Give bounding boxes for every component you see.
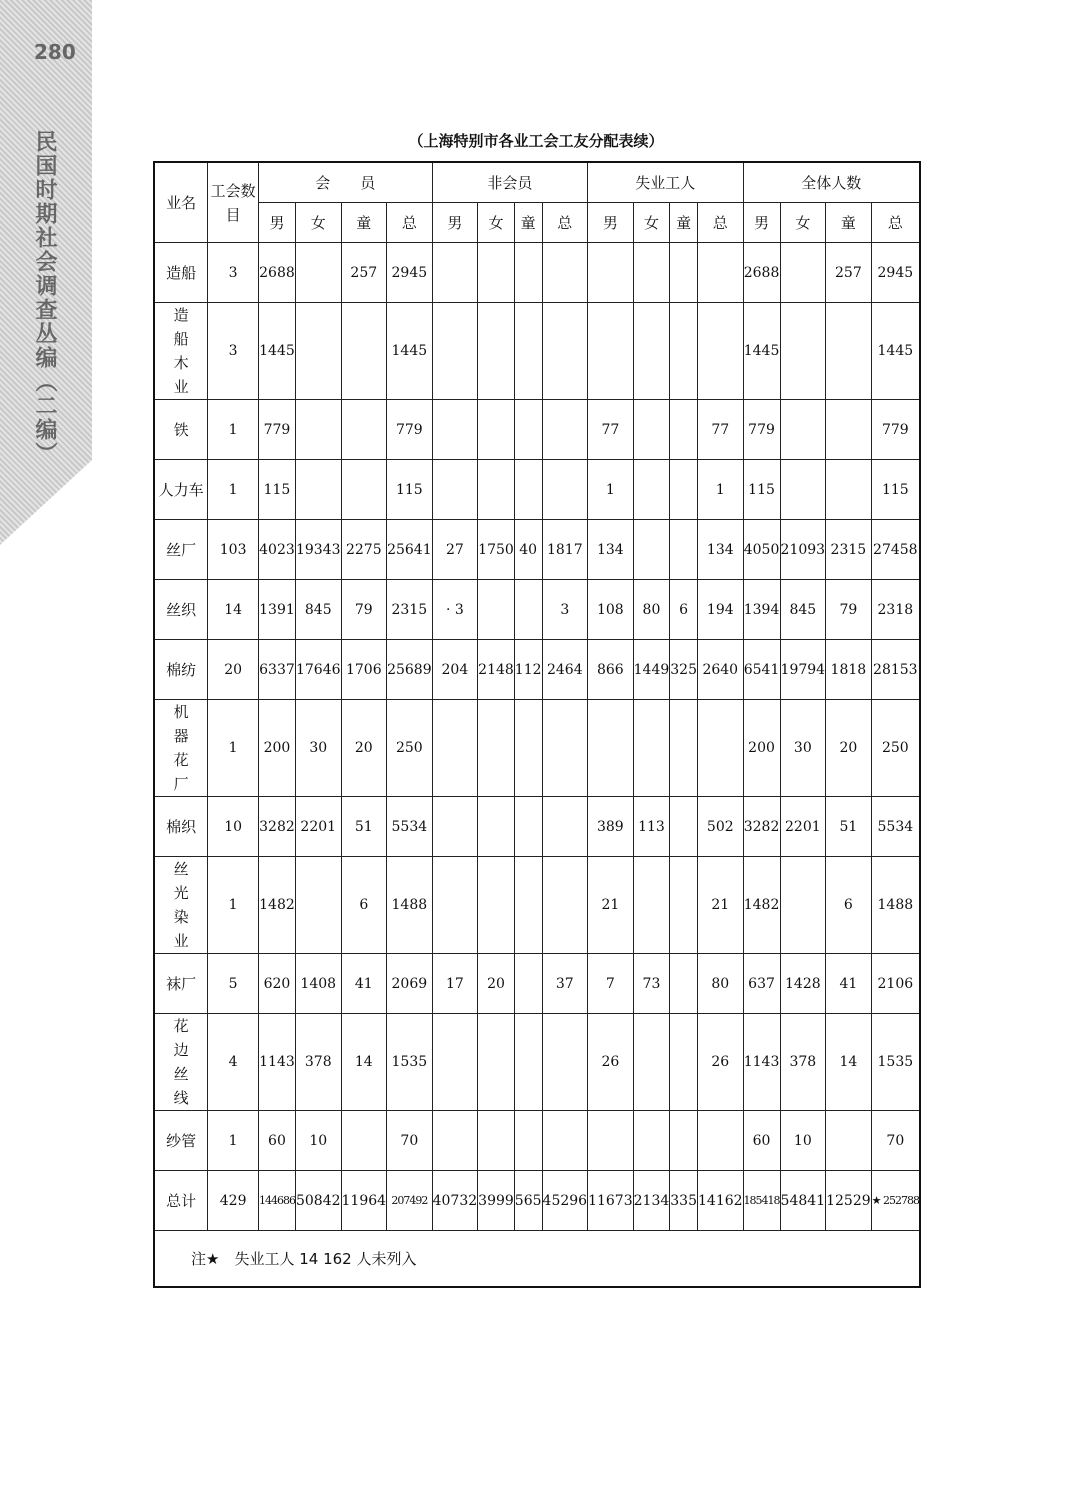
- table-cell: 1: [208, 400, 259, 460]
- table-cell: 5534: [871, 797, 920, 857]
- table-cell: 185418: [743, 1171, 780, 1231]
- table-cell: 1391: [258, 580, 295, 640]
- table-cell: 200: [258, 700, 295, 797]
- table-cell: [341, 1111, 387, 1171]
- header-sub: 女: [478, 203, 515, 243]
- table-cell: 2318: [871, 580, 920, 640]
- table-cell: [542, 700, 588, 797]
- table-cell: [514, 580, 542, 640]
- table-cell: ★ 252788: [871, 1171, 920, 1231]
- table-cell: [478, 857, 515, 954]
- table-cell: [542, 303, 588, 400]
- table-cell: [432, 400, 478, 460]
- table-cell: [670, 857, 698, 954]
- table-cell: 389: [588, 797, 634, 857]
- table-cell: [478, 580, 515, 640]
- header-row-1: [154, 162, 920, 203]
- header-sub: 总: [542, 203, 588, 243]
- table-cell: 779: [743, 400, 780, 460]
- table-cell: [670, 1014, 698, 1111]
- table-cell: 21093: [780, 520, 826, 580]
- table-cell: [780, 460, 826, 520]
- table-cell: 54841: [780, 1171, 826, 1231]
- table-cell: 3999: [478, 1171, 515, 1231]
- table-cell: 3: [208, 243, 259, 303]
- table-cell: [670, 460, 698, 520]
- table-cell: 19343: [295, 520, 341, 580]
- table-cell: 502: [698, 797, 744, 857]
- table-cell: [542, 857, 588, 954]
- table-cell: [826, 303, 872, 400]
- industry-name: 棉织: [154, 797, 208, 857]
- table-cell: 250: [871, 700, 920, 797]
- table-cell: [514, 243, 542, 303]
- table-cell: 50842: [295, 1171, 341, 1231]
- table-cell: 2069: [387, 954, 433, 1014]
- header-group: 会 员: [258, 162, 432, 203]
- table-cell: 1445: [258, 303, 295, 400]
- table-cell: [295, 243, 341, 303]
- table-cell: 26: [588, 1014, 634, 1111]
- table-cell: [826, 460, 872, 520]
- header-sub: 男: [258, 203, 295, 243]
- table-cell: 115: [743, 460, 780, 520]
- table-cell: 112: [514, 640, 542, 700]
- table-cell: 11673: [588, 1171, 634, 1231]
- header-group: 非会员: [432, 162, 587, 203]
- header-union-count: 工会数目: [208, 162, 259, 243]
- table-row: [154, 580, 920, 640]
- table-cell: [542, 1111, 588, 1171]
- table-cell: 14: [826, 1014, 872, 1111]
- table-cell: [780, 243, 826, 303]
- table-cell: 17: [432, 954, 478, 1014]
- table-cell: 779: [387, 400, 433, 460]
- table-cell: 2148: [478, 640, 515, 700]
- table-cell: 1143: [258, 1014, 295, 1111]
- table-cell: 10: [208, 797, 259, 857]
- table-cell: 11964: [341, 1171, 387, 1231]
- table-cell: [698, 1111, 744, 1171]
- table-row: [154, 303, 920, 400]
- table-cell: [432, 700, 478, 797]
- table-cell: 10: [780, 1111, 826, 1171]
- table-cell: 41: [826, 954, 872, 1014]
- header-sub: 总: [698, 203, 744, 243]
- header-group: 全体人数: [743, 162, 920, 203]
- header-industry: 业名: [154, 162, 208, 243]
- table-cell: 2106: [871, 954, 920, 1014]
- header-sub: 总: [871, 203, 920, 243]
- table-cell: [826, 400, 872, 460]
- industry-name: 纱管: [154, 1111, 208, 1171]
- table-cell: [432, 1111, 478, 1171]
- union-table: [153, 161, 921, 1288]
- table-cell: [670, 520, 698, 580]
- table-cell: [514, 400, 542, 460]
- table-caption: （上海特别市各业工会工友分配表续）: [408, 132, 664, 150]
- table-cell: [432, 857, 478, 954]
- table-cell: [432, 303, 478, 400]
- industry-name: 造船: [154, 243, 208, 303]
- table-cell: 80: [698, 954, 744, 1014]
- header-sub: 男: [432, 203, 478, 243]
- table-cell: 1394: [743, 580, 780, 640]
- table-cell: [633, 460, 670, 520]
- table-cell: [478, 303, 515, 400]
- table-cell: 378: [295, 1014, 341, 1111]
- table-cell: 1818: [826, 640, 872, 700]
- table-cell: [478, 400, 515, 460]
- table-row: [154, 857, 920, 954]
- table-cell: 620: [258, 954, 295, 1014]
- table-cell: 20: [826, 700, 872, 797]
- industry-name: 棉纺: [154, 640, 208, 700]
- table-cell: 27: [432, 520, 478, 580]
- series-title: 民国时期社会调查丛编（二编）: [32, 130, 57, 466]
- table-cell: 37: [542, 954, 588, 1014]
- table-cell: 4: [208, 1014, 259, 1111]
- table-cell: [633, 303, 670, 400]
- table-cell: 40: [514, 520, 542, 580]
- table-cell: 51: [826, 797, 872, 857]
- industry-name: 总计: [154, 1171, 208, 1231]
- table-cell: 80: [633, 580, 670, 640]
- table-cell: 1449: [633, 640, 670, 700]
- table-cell: 70: [871, 1111, 920, 1171]
- table-cell: 5534: [387, 797, 433, 857]
- table-cell: [514, 954, 542, 1014]
- table-cell: 1535: [387, 1014, 433, 1111]
- table-cell: 20: [341, 700, 387, 797]
- industry-name: 人力车: [154, 460, 208, 520]
- table-cell: 30: [295, 700, 341, 797]
- table-cell: 12529: [826, 1171, 872, 1231]
- table-row: [154, 400, 920, 460]
- table-row: [154, 460, 920, 520]
- table-cell: 6: [826, 857, 872, 954]
- table-cell: [341, 303, 387, 400]
- table-cell: 41: [341, 954, 387, 1014]
- table-cell: 335: [670, 1171, 698, 1231]
- table-cell: 2134: [633, 1171, 670, 1231]
- table-cell: 3282: [743, 797, 780, 857]
- table-cell: 40732: [432, 1171, 478, 1231]
- table-cell: [588, 243, 634, 303]
- table-cell: 26: [698, 1014, 744, 1111]
- table-cell: 779: [871, 400, 920, 460]
- table-cell: 2201: [295, 797, 341, 857]
- table-cell: 866: [588, 640, 634, 700]
- header-sub: 童: [826, 203, 872, 243]
- table-cell: 257: [826, 243, 872, 303]
- table-cell: [478, 797, 515, 857]
- table-cell: 204: [432, 640, 478, 700]
- table-cell: [478, 1111, 515, 1171]
- table-row: [154, 954, 920, 1014]
- table-cell: [542, 243, 588, 303]
- table-cell: 7: [588, 954, 634, 1014]
- table-cell: 73: [633, 954, 670, 1014]
- table-cell: 1482: [258, 857, 295, 954]
- page-number: 280: [34, 40, 76, 64]
- table-cell: 3: [208, 303, 259, 400]
- table-cell: [514, 303, 542, 400]
- table-cell: 25641: [387, 520, 433, 580]
- table-cell: [542, 1014, 588, 1111]
- table-cell: 1: [208, 1111, 259, 1171]
- table-cell: 6541: [743, 640, 780, 700]
- table-cell: 70: [387, 1111, 433, 1171]
- table-cell: [478, 460, 515, 520]
- table-row: [154, 640, 920, 700]
- header-sub: 女: [295, 203, 341, 243]
- table-cell: 257: [341, 243, 387, 303]
- table-cell: 115: [387, 460, 433, 520]
- table-cell: · 3: [432, 580, 478, 640]
- table-cell: 2688: [743, 243, 780, 303]
- table-cell: 565: [514, 1171, 542, 1231]
- table-cell: 3282: [258, 797, 295, 857]
- table-cell: 2688: [258, 243, 295, 303]
- industry-name: 机器花厂: [154, 700, 208, 797]
- table-cell: [588, 700, 634, 797]
- header-sub: 女: [780, 203, 826, 243]
- table-cell: 21: [698, 857, 744, 954]
- table-cell: 2315: [387, 580, 433, 640]
- table-cell: [295, 857, 341, 954]
- table-cell: [670, 954, 698, 1014]
- header-sub: 女: [633, 203, 670, 243]
- table-cell: 60: [743, 1111, 780, 1171]
- table-cell: [670, 700, 698, 797]
- table-cell: [633, 857, 670, 954]
- table-cell: [542, 460, 588, 520]
- table-cell: 144686: [258, 1171, 295, 1231]
- table-cell: 378: [780, 1014, 826, 1111]
- industry-name: 造船木业: [154, 303, 208, 400]
- header-row-2: [154, 203, 920, 243]
- table-cell: [542, 797, 588, 857]
- table-cell: 21: [588, 857, 634, 954]
- table-cell: 3: [542, 580, 588, 640]
- header-sub: 童: [514, 203, 542, 243]
- table-cell: [670, 400, 698, 460]
- table-row: [154, 1014, 920, 1111]
- table-cell: 77: [698, 400, 744, 460]
- table-cell: [670, 243, 698, 303]
- header-sub: 童: [670, 203, 698, 243]
- table-cell: 1: [208, 700, 259, 797]
- table-cell: 25689: [387, 640, 433, 700]
- table-cell: [698, 243, 744, 303]
- table-cell: 19794: [780, 640, 826, 700]
- table-cell: 4050: [743, 520, 780, 580]
- table-cell: [514, 700, 542, 797]
- table-cell: [432, 243, 478, 303]
- table-cell: 637: [743, 954, 780, 1014]
- table-cell: 134: [588, 520, 634, 580]
- industry-name: 花边丝线: [154, 1014, 208, 1111]
- table-cell: 115: [871, 460, 920, 520]
- table-cell: 200: [743, 700, 780, 797]
- table-cell: [432, 797, 478, 857]
- table-cell: [295, 400, 341, 460]
- table-cell: 6: [670, 580, 698, 640]
- industry-name: 铁: [154, 400, 208, 460]
- table-row: [154, 243, 920, 303]
- table-cell: 845: [780, 580, 826, 640]
- table-cell: 1488: [871, 857, 920, 954]
- table-cell: 27458: [871, 520, 920, 580]
- table-cell: [478, 243, 515, 303]
- table-cell: [780, 857, 826, 954]
- table-cell: 194: [698, 580, 744, 640]
- table-cell: 79: [826, 580, 872, 640]
- table-cell: [780, 400, 826, 460]
- table-cell: [633, 1111, 670, 1171]
- table-cell: [514, 857, 542, 954]
- industry-name: 丝织: [154, 580, 208, 640]
- table-cell: [295, 303, 341, 400]
- industry-name: 丝厂: [154, 520, 208, 580]
- table-cell: [633, 1014, 670, 1111]
- table-cell: [633, 400, 670, 460]
- table-cell: 207492: [387, 1171, 433, 1231]
- table-cell: 6337: [258, 640, 295, 700]
- table-cell: [514, 1111, 542, 1171]
- table-cell: 1: [208, 460, 259, 520]
- table-cell: [670, 1111, 698, 1171]
- table-cell: [514, 1014, 542, 1111]
- industry-name: 丝光染业: [154, 857, 208, 954]
- table-row: [154, 1111, 920, 1171]
- table-cell: 1143: [743, 1014, 780, 1111]
- table-cell: 134: [698, 520, 744, 580]
- table-cell: [341, 460, 387, 520]
- header-group: 失业工人: [588, 162, 743, 203]
- table-cell: [432, 1014, 478, 1111]
- table-cell: 115: [258, 460, 295, 520]
- table-cell: [588, 303, 634, 400]
- header-sub: 童: [341, 203, 387, 243]
- table-cell: 1445: [871, 303, 920, 400]
- table-cell: [478, 700, 515, 797]
- table-cell: 28153: [871, 640, 920, 700]
- table-cell: 250: [387, 700, 433, 797]
- table-cell: 10: [295, 1111, 341, 1171]
- table-cell: 108: [588, 580, 634, 640]
- table-note: 注★ 失业工人 14 162 人未列入: [154, 1231, 920, 1288]
- table-cell: 79: [341, 580, 387, 640]
- table-cell: 2464: [542, 640, 588, 700]
- table-row: [154, 1171, 920, 1231]
- table-cell: 113: [633, 797, 670, 857]
- table-cell: 20: [478, 954, 515, 1014]
- header-sub: 男: [588, 203, 634, 243]
- table-cell: 1488: [387, 857, 433, 954]
- table-cell: 6: [341, 857, 387, 954]
- table-cell: 14: [208, 580, 259, 640]
- table-cell: 4023: [258, 520, 295, 580]
- table-cell: 1: [698, 460, 744, 520]
- table-cell: 845: [295, 580, 341, 640]
- table-cell: 1482: [743, 857, 780, 954]
- table-cell: 2945: [871, 243, 920, 303]
- table-cell: [514, 797, 542, 857]
- industry-name: 袜厂: [154, 954, 208, 1014]
- table-cell: 1445: [387, 303, 433, 400]
- table-cell: [542, 400, 588, 460]
- table-cell: 5: [208, 954, 259, 1014]
- table-cell: 14: [341, 1014, 387, 1111]
- table-cell: 45296: [542, 1171, 588, 1231]
- header-sub: 男: [743, 203, 780, 243]
- table-cell: 779: [258, 400, 295, 460]
- table-cell: [698, 303, 744, 400]
- table-row: [154, 700, 920, 797]
- table-cell: [826, 1111, 872, 1171]
- table-cell: 1428: [780, 954, 826, 1014]
- table-cell: 51: [341, 797, 387, 857]
- table-cell: 17646: [295, 640, 341, 700]
- table-cell: [588, 1111, 634, 1171]
- table-cell: [514, 460, 542, 520]
- table-cell: 325: [670, 640, 698, 700]
- table-cell: 77: [588, 400, 634, 460]
- table-row: [154, 797, 920, 857]
- table-cell: 1: [208, 857, 259, 954]
- header-sub: 总: [387, 203, 433, 243]
- table-cell: [670, 303, 698, 400]
- table-cell: 1706: [341, 640, 387, 700]
- table-cell: 2315: [826, 520, 872, 580]
- table-cell: [670, 797, 698, 857]
- table-cell: 1535: [871, 1014, 920, 1111]
- table-cell: 1: [588, 460, 634, 520]
- table-cell: [633, 520, 670, 580]
- table-cell: 1750: [478, 520, 515, 580]
- table-cell: [478, 1014, 515, 1111]
- table-cell: [780, 303, 826, 400]
- table-cell: 1408: [295, 954, 341, 1014]
- table-cell: [633, 700, 670, 797]
- table-cell: 2945: [387, 243, 433, 303]
- table-cell: [633, 243, 670, 303]
- table-cell: 14162: [698, 1171, 744, 1231]
- table-cell: 30: [780, 700, 826, 797]
- table-cell: [295, 460, 341, 520]
- table-cell: [341, 400, 387, 460]
- table-cell: 2640: [698, 640, 744, 700]
- table-cell: 2275: [341, 520, 387, 580]
- table-cell: [698, 700, 744, 797]
- table-cell: 1817: [542, 520, 588, 580]
- table-cell: [432, 460, 478, 520]
- table-cell: 20: [208, 640, 259, 700]
- table-cell: 429: [208, 1171, 259, 1231]
- table-cell: 103: [208, 520, 259, 580]
- table-cell: 2201: [780, 797, 826, 857]
- table-cell: 60: [258, 1111, 295, 1171]
- table-row: [154, 520, 920, 580]
- table-cell: 1445: [743, 303, 780, 400]
